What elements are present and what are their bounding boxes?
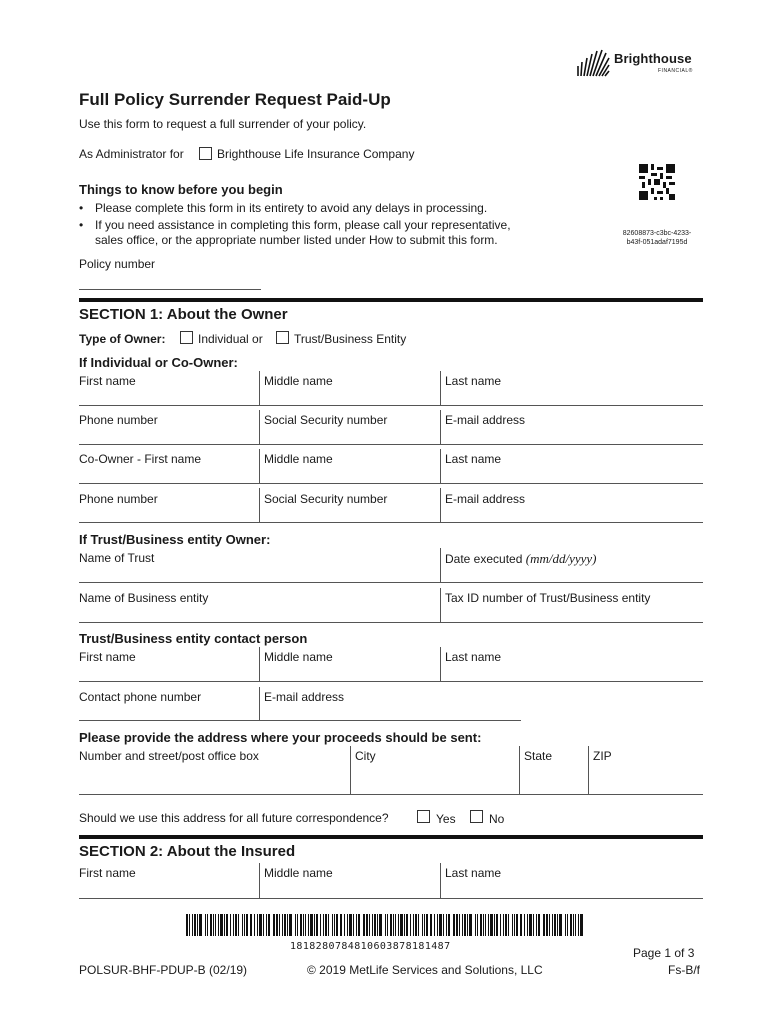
- yes-label: Yes: [436, 812, 456, 826]
- barcode-bar: [233, 914, 234, 936]
- trust-name-label: Name of Trust: [79, 551, 155, 565]
- barcode-bar: [379, 914, 382, 936]
- section2-rule: [79, 835, 703, 839]
- barcode-bar: [503, 914, 504, 936]
- field-divider: [259, 647, 260, 681]
- barcode-bar: [565, 914, 566, 936]
- insured-middle-name-label: Middle name: [264, 866, 333, 880]
- bullet-2-text-line1: If you need assistance in completing this form, please call your representative,: [95, 218, 511, 232]
- email-label: E-mail address: [445, 413, 526, 427]
- trust-option-label: Trust/Business Entity: [294, 332, 407, 346]
- barcode-bar: [475, 914, 476, 936]
- barcode-bar: [316, 914, 318, 936]
- bullet-2: •: [79, 218, 84, 232]
- barcode-bar: [549, 914, 550, 936]
- policy-number-label: Policy number: [79, 257, 156, 271]
- barcode-bar: [524, 914, 525, 936]
- barcode-bar: [578, 914, 579, 936]
- coowner-first-name-label: Co-Owner - First name: [79, 452, 202, 466]
- address-heading: Please provide the address where your proceeds should be sent:: [79, 730, 482, 745]
- barcode-bar: [477, 914, 478, 936]
- barcode-bar: [358, 914, 360, 936]
- coowner-ssn-label: Social Security number: [264, 492, 388, 506]
- barcode-bar: [559, 914, 562, 936]
- barcode-bar: [284, 914, 286, 936]
- barcode-bar: [385, 914, 386, 936]
- barcode-bar: [244, 914, 245, 936]
- barcode-bar: [250, 914, 252, 936]
- barcode-bar: [529, 914, 532, 936]
- qr-code: [639, 164, 675, 200]
- barcode-bar: [210, 914, 212, 936]
- barcode-bar: [437, 914, 438, 936]
- barcode-bar: [496, 914, 498, 936]
- barcode-bar: [567, 914, 568, 936]
- street-label: Number and street/post office box: [79, 749, 259, 763]
- form-code: POLSUR-BHF-PDUP-B (02/19): [79, 963, 248, 977]
- barcode-bar: [527, 914, 528, 936]
- things-heading: Things to know before you begin: [79, 182, 283, 197]
- owner-name-fields[interactable]: [79, 405, 703, 406]
- barcode-bar: [554, 914, 556, 936]
- insured-first-name-label: First name: [79, 866, 136, 880]
- barcode-bar: [390, 914, 392, 936]
- page-number: Page 1 of 3: [633, 946, 695, 960]
- field-divider: [440, 488, 441, 522]
- barcode-bar: [422, 914, 423, 936]
- copyright: © 2019 MetLife Services and Solutions, LLC: [307, 963, 543, 977]
- policy-number-field[interactable]: [79, 289, 261, 290]
- trust-checkbox[interactable]: [276, 331, 289, 344]
- admin-company-checkbox[interactable]: [199, 147, 212, 160]
- barcode-number: 1818280784810603878181487: [290, 941, 451, 952]
- barcode-bar: [205, 914, 206, 936]
- zip-label: ZIP: [593, 749, 612, 763]
- barcode-bar: [230, 914, 231, 936]
- field-divider: [259, 863, 260, 898]
- barcode-bar: [257, 914, 258, 936]
- barcode-bar: [363, 914, 365, 936]
- barcode-bar: [406, 914, 408, 936]
- trust-heading: If Trust/Business entity Owner:: [79, 532, 271, 547]
- first-name-label: First name: [79, 374, 136, 388]
- barcode-bar: [308, 914, 309, 936]
- barcode-bar: [282, 914, 283, 936]
- middle-name-label: Middle name: [264, 374, 333, 388]
- barcode-bar: [328, 914, 329, 936]
- insured-name-fields[interactable]: [79, 898, 703, 899]
- bullet-2-text-line2: sales office, or the appropriate number listed under How to submit this form.: [95, 233, 498, 247]
- section1-rule: [79, 298, 703, 302]
- barcode-bar: [263, 914, 264, 936]
- barcode-bar: [246, 914, 248, 936]
- barcode-bar: [287, 914, 288, 936]
- intro-text: Use this form to request a full surrender of your policy.: [79, 117, 367, 131]
- barcode-bar: [340, 914, 342, 936]
- barcode-bar: [242, 914, 243, 936]
- phone-label: Phone number: [79, 413, 158, 427]
- contact-last-name-label: Last name: [445, 650, 502, 664]
- field-divider: [440, 863, 441, 898]
- barcode-bar: [377, 914, 378, 936]
- individual-checkbox[interactable]: [180, 331, 193, 344]
- coowner-middle-name-label: Middle name: [264, 452, 333, 466]
- contact-first-name-label: First name: [79, 650, 136, 664]
- barcode-bar: [259, 914, 262, 936]
- barcode-bar: [439, 914, 442, 936]
- barcode-bar: [189, 914, 190, 936]
- coowner-contact-fields[interactable]: [79, 522, 703, 523]
- barcode-bar: [505, 914, 507, 936]
- barcode-bar: [300, 914, 302, 936]
- barcode-bar: [344, 914, 345, 936]
- contact-phone-label: Contact phone number: [79, 690, 202, 704]
- contact-name-fields[interactable]: [79, 681, 703, 682]
- contact-phone-email-fields[interactable]: [79, 720, 521, 721]
- barcode-bar: [410, 914, 411, 936]
- barcode-bar: [413, 914, 414, 936]
- barcode-bar: [218, 914, 219, 936]
- barcode-bar: [404, 914, 405, 936]
- barcode-bar: [332, 914, 333, 936]
- barcode-bar: [353, 914, 354, 936]
- barcode-bar: [372, 914, 373, 936]
- coowner-email-label: E-mail address: [445, 492, 526, 506]
- section2-heading: SECTION 2: About the Insured: [79, 843, 296, 860]
- brand-logo: [576, 46, 706, 80]
- barcode-bar: [464, 914, 466, 936]
- barcode-bar: [573, 914, 574, 936]
- barcode-bar: [508, 914, 509, 936]
- barcode-bar: [456, 914, 458, 936]
- barcode-bar: [336, 914, 338, 936]
- business-name-label: Name of Business entity: [79, 591, 209, 605]
- barcode-bar: [349, 914, 352, 936]
- barcode-bar: [520, 914, 522, 936]
- barcode-bar: [226, 914, 228, 936]
- barcode-bar: [347, 914, 348, 936]
- barcode-bar: [297, 914, 298, 936]
- barcode-bar: [199, 914, 202, 936]
- barcode-bar: [500, 914, 501, 936]
- barcode-bar: [467, 914, 468, 936]
- contact-middle-name-label: Middle name: [264, 650, 333, 664]
- bullet-1-text: Please complete this form in its entirety to avoid any delays in processing.: [95, 201, 488, 215]
- barcode-bar: [580, 914, 583, 936]
- barcode-bar: [305, 914, 306, 936]
- barcode-bar: [303, 914, 304, 936]
- brand-subname: FINANCIAL®: [658, 68, 693, 74]
- barcode-bar: [387, 914, 388, 936]
- barcode-bar: [543, 914, 545, 936]
- barcode-bar: [483, 914, 484, 936]
- barcode-bar: [266, 914, 267, 936]
- barcode-bar: [374, 914, 376, 936]
- barcode-bar: [488, 914, 489, 936]
- field-divider: [259, 687, 260, 721]
- barcode-bar: [276, 914, 278, 936]
- barcode-bar: [514, 914, 515, 936]
- barcode-bar: [310, 914, 313, 936]
- no-label: No: [489, 812, 505, 826]
- field-divider: [259, 371, 260, 405]
- barcode-bar: [224, 914, 225, 936]
- barcode-bar: [512, 914, 513, 936]
- coowner-phone-label: Phone number: [79, 492, 158, 506]
- page-title: Full Policy Surrender Request Paid-Up: [79, 90, 391, 109]
- field-divider: [588, 746, 589, 794]
- barcode-bar: [516, 914, 518, 936]
- barcode-bar: [279, 914, 280, 936]
- barcode-bar: [215, 914, 216, 936]
- barcode-bar: [194, 914, 196, 936]
- barcode-bar: [480, 914, 482, 936]
- ssn-label: Social Security number: [264, 413, 388, 427]
- barcode-bar: [400, 914, 403, 936]
- barcode-bar: [235, 914, 237, 936]
- section1-heading: SECTION 1: About the Owner: [79, 306, 288, 323]
- last-name-label: Last name: [445, 374, 502, 388]
- owner-contact-fields[interactable]: [79, 444, 703, 445]
- date-executed-label: [445, 551, 596, 567]
- barcode-bar: [295, 914, 296, 936]
- barcode-bar: [220, 914, 223, 936]
- barcode-bar: [434, 914, 435, 936]
- admin-prefix: As Administrator for: [79, 147, 184, 161]
- barcode-bar: [462, 914, 463, 936]
- barcode-bar: [192, 914, 193, 936]
- form-sub-code: Fs-B/f: [668, 963, 700, 977]
- barcode-bar: [395, 914, 396, 936]
- barcode-bar: [273, 914, 275, 936]
- barcode-bar: [533, 914, 534, 936]
- contact-email-label: E-mail address: [264, 690, 345, 704]
- barcode-bar: [325, 914, 327, 936]
- barcode-bar: [485, 914, 486, 936]
- barcode-bar: [186, 914, 188, 936]
- tax-id-label: Tax ID number of Trust/Business entity: [445, 591, 651, 605]
- bullet-1: •: [79, 201, 84, 215]
- barcode-bar: [323, 914, 324, 936]
- field-divider: [259, 449, 260, 483]
- coowner-name-fields[interactable]: [79, 483, 703, 484]
- barcode-bar: [238, 914, 239, 936]
- barcode-bar: [415, 914, 417, 936]
- barcode: [186, 914, 586, 936]
- barcode-bar: [369, 914, 370, 936]
- contact-heading: Trust/Business entity contact person: [79, 631, 308, 646]
- barcode-bar: [575, 914, 576, 936]
- future-correspondence-question: Should we use this address for all future correspondence?: [79, 811, 389, 825]
- barcode-bar: [393, 914, 394, 936]
- barcode-bar: [536, 914, 537, 936]
- trust-name-field[interactable]: [79, 582, 703, 583]
- barcode-bar: [538, 914, 540, 936]
- barcode-bar: [314, 914, 315, 936]
- date-format-hint: (mm/dd/yyyy): [525, 551, 597, 566]
- barcode-bar: [430, 914, 432, 936]
- city-label: City: [355, 749, 376, 763]
- barcode-bar: [443, 914, 444, 936]
- barcode-bar: [552, 914, 553, 936]
- barcode-bar: [398, 914, 399, 936]
- field-divider: [440, 647, 441, 681]
- no-checkbox[interactable]: [470, 810, 483, 823]
- field-divider: [440, 548, 441, 582]
- coowner-last-name-label: Last name: [445, 452, 502, 466]
- barcode-bar: [197, 914, 198, 936]
- field-divider: [519, 746, 520, 794]
- barcode-bar: [453, 914, 455, 936]
- barcode-bar: [424, 914, 425, 936]
- field-divider: [440, 588, 441, 622]
- barcode-bar: [366, 914, 368, 936]
- barcode-bar: [469, 914, 472, 936]
- barcode-bar: [446, 914, 447, 936]
- barcode-bar: [418, 914, 419, 936]
- address-fields[interactable]: [79, 794, 703, 795]
- field-divider: [350, 746, 351, 794]
- business-name-field[interactable]: [79, 622, 703, 623]
- barcode-bar: [570, 914, 572, 936]
- field-divider: [440, 449, 441, 483]
- state-label: State: [524, 749, 553, 763]
- individual-option-label: Individual or: [198, 332, 263, 346]
- insured-last-name-label: Last name: [445, 866, 502, 880]
- barcode-bar: [356, 914, 357, 936]
- field-divider: [259, 488, 260, 522]
- brand-name: Brighthouse: [614, 51, 692, 66]
- individual-heading: If Individual or Co-Owner:: [79, 355, 238, 370]
- yes-checkbox[interactable]: [417, 810, 430, 823]
- date-executed-text: Date executed: [445, 552, 523, 566]
- admin-company-label: Brighthouse Life Insurance Company: [217, 147, 415, 161]
- barcode-bar: [490, 914, 493, 936]
- barcode-bar: [334, 914, 335, 936]
- barcode-bar: [426, 914, 428, 936]
- barcode-bar: [557, 914, 558, 936]
- barcode-bar: [268, 914, 270, 936]
- barcode-bar: [459, 914, 460, 936]
- field-divider: [440, 410, 441, 444]
- barcode-bar: [494, 914, 495, 936]
- barcode-bar: [448, 914, 450, 936]
- field-divider: [259, 410, 260, 444]
- barcode-bar: [289, 914, 292, 936]
- field-divider: [440, 371, 441, 405]
- qr-id-line2: b43f-051adaf7195d: [626, 239, 688, 246]
- barcode-bar: [213, 914, 214, 936]
- qr-id-line1: 82608873-c3bc-4233-: [622, 230, 692, 237]
- barcode-bar: [254, 914, 255, 936]
- barcode-bar: [320, 914, 321, 936]
- barcode-bar: [546, 914, 548, 936]
- sunburst-icon: [576, 46, 610, 78]
- owner-type-label: Type of Owner:: [79, 332, 166, 346]
- barcode-bar: [207, 914, 208, 936]
